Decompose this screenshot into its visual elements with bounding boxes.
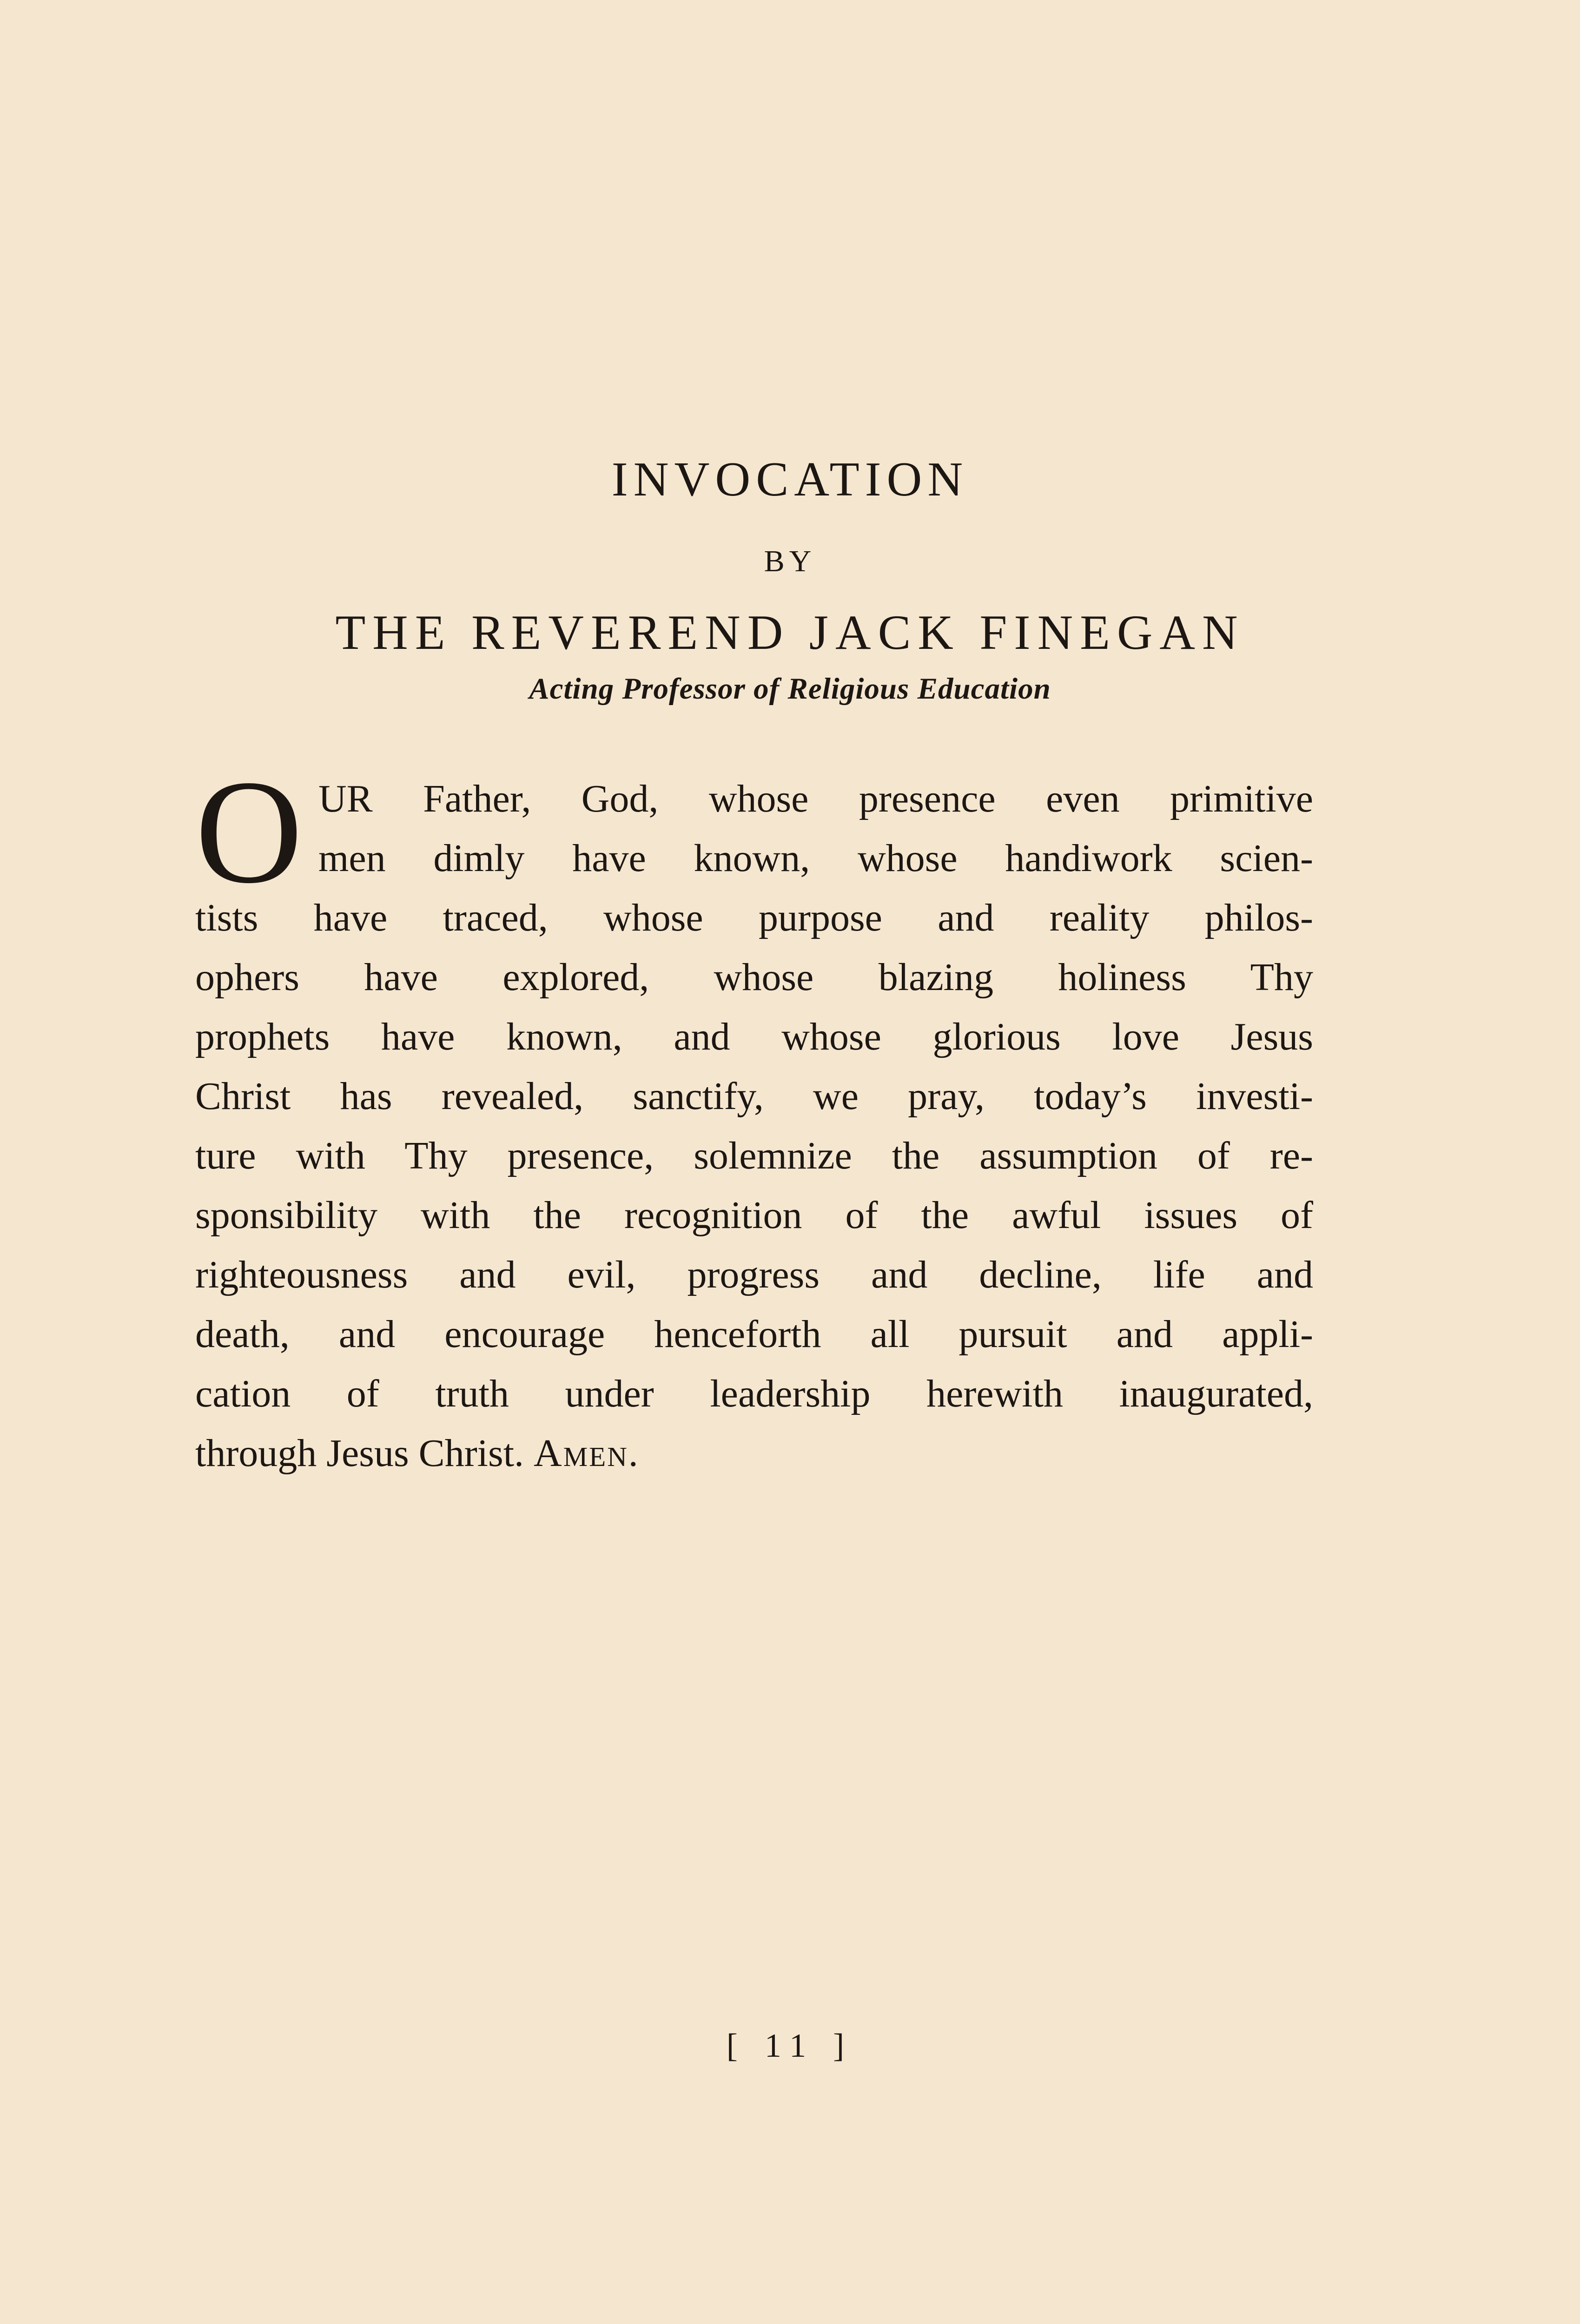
text-line: prophets have known, and whose glorious love Jesus bbox=[195, 1015, 1313, 1058]
text-line: ophers have explored, whose blazing holiness Thy bbox=[195, 956, 1313, 999]
text-line: men dimly have known, whose handiwork scien- bbox=[318, 837, 1313, 880]
author-name: THE REVEREND JACK FINEGAN bbox=[335, 605, 1245, 660]
text-line: tists have traced, whose purpose and reality philos- bbox=[195, 896, 1313, 939]
text-line: ture with Thy presence, solemnize the assumption of re- bbox=[195, 1134, 1313, 1177]
final-line-text: through Jesus Christ. bbox=[195, 1432, 524, 1475]
text-line: cation of truth under leadership herewith inaugurated, bbox=[195, 1372, 1313, 1415]
text-line: Christ has revealed, sanctify, we pray, today’s investi- bbox=[195, 1075, 1313, 1118]
text-line: sponsibility with the recognition of the awful issues of bbox=[195, 1194, 1313, 1237]
text-line-final bbox=[195, 1424, 1313, 1483]
amen-text: Amen. bbox=[534, 1432, 640, 1475]
author-role: Acting Professor of Religious Education bbox=[529, 672, 1051, 706]
text-line: UR Father, God, whose presence even primitive bbox=[318, 777, 1313, 820]
page-title: INVOCATION bbox=[611, 452, 969, 506]
invocation-text bbox=[195, 750, 1313, 1483]
page-number: [ 11 ] bbox=[726, 2027, 854, 2064]
text-line: righteousness and evil, progress and decline, life and bbox=[195, 1253, 1313, 1296]
drop-cap: O bbox=[195, 750, 303, 914]
text-line: death, and encourage henceforth all pursuit and appli- bbox=[195, 1313, 1313, 1356]
byline-label: BY bbox=[764, 544, 816, 578]
